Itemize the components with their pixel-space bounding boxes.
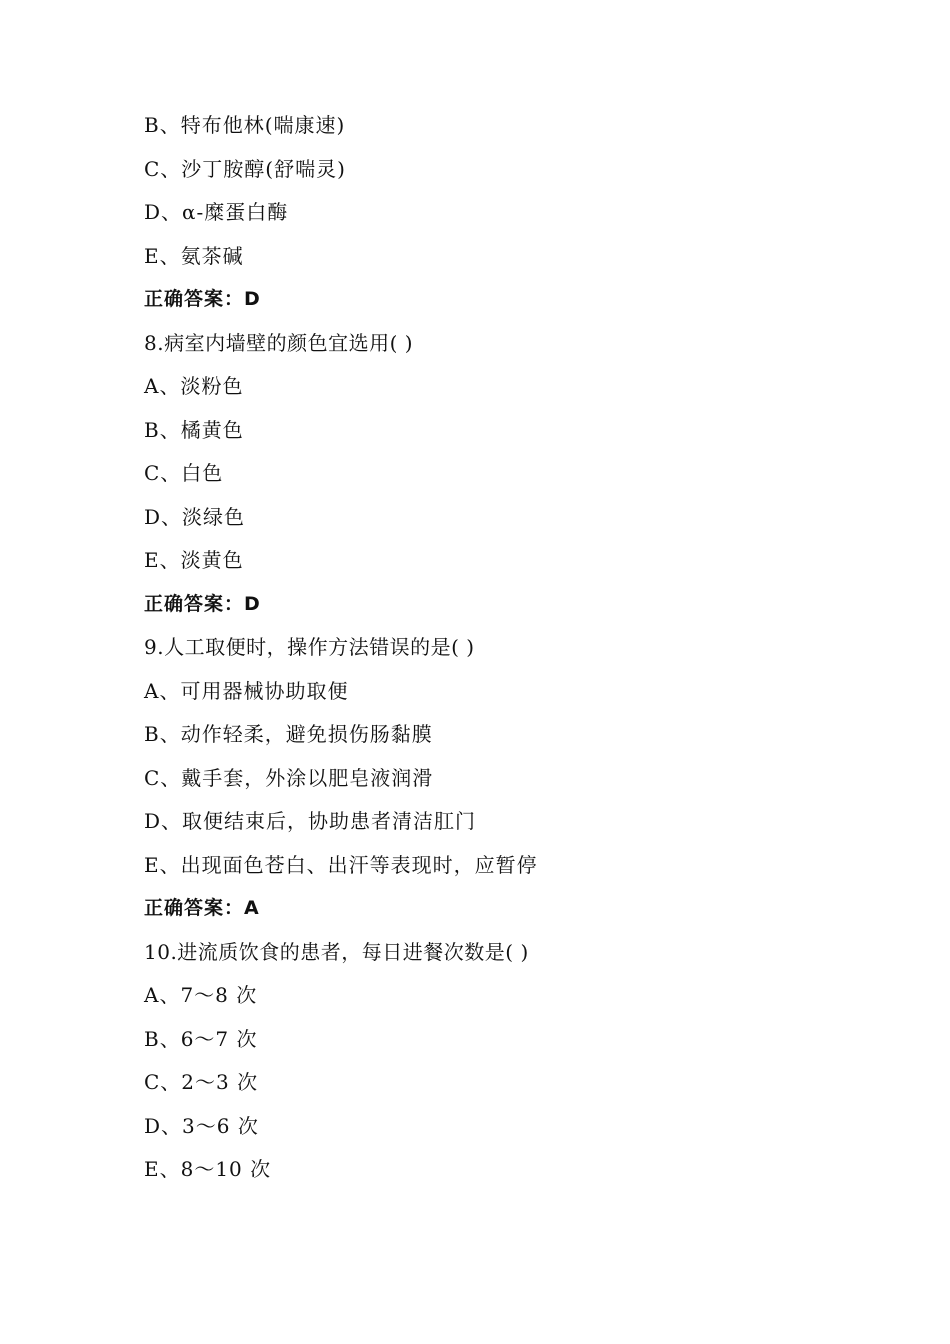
q10-question: 10.进流质饮食的患者，每日进餐次数是( ) bbox=[144, 940, 529, 964]
q9-option-e: E、出现面色苍白、出汗等表现时，应暂停 bbox=[144, 853, 538, 877]
q7-answer: 正确答案：D bbox=[144, 288, 261, 310]
q10-option-e: E、8～10 次 bbox=[144, 1157, 272, 1181]
q7-option-e: E、氨茶碱 bbox=[144, 244, 244, 268]
q7-option-c: C、沙丁胺醇(舒喘灵) bbox=[144, 157, 346, 181]
q10-option-d: D、3～6 次 bbox=[144, 1114, 259, 1138]
q9-question: 9.人工取便时，操作方法错误的是( ) bbox=[144, 635, 475, 659]
q9-answer: 正确答案：A bbox=[144, 897, 260, 919]
q8-option-d: D、淡绿色 bbox=[144, 505, 246, 529]
q8-option-b: B、橘黄色 bbox=[144, 418, 244, 442]
q8-question: 8.病室内墙壁的颜色宜选用( ) bbox=[144, 331, 414, 355]
q9-option-b: B、动作轻柔，避免损伤肠黏膜 bbox=[144, 722, 433, 746]
q8-option-a: A、淡粉色 bbox=[144, 374, 244, 398]
q10-option-a: A、7～8 次 bbox=[144, 983, 258, 1007]
q9-option-d: D、取便结束后，协助患者清洁肛门 bbox=[144, 809, 477, 833]
q10-option-b: B、6～7 次 bbox=[144, 1027, 258, 1051]
q8-answer: 正确答案：D bbox=[144, 593, 261, 615]
q7-option-d: D、α-糜蛋白酶 bbox=[144, 200, 289, 224]
q10-option-c: C、2～3 次 bbox=[144, 1070, 259, 1094]
q8-option-e: E、淡黄色 bbox=[144, 548, 244, 572]
q8-option-c: C、白色 bbox=[144, 461, 224, 485]
q7-option-b: B、特布他林(喘康速) bbox=[144, 113, 346, 137]
q9-option-a: A、可用器械协助取便 bbox=[144, 679, 349, 703]
q9-option-c: C、戴手套，外涂以肥皂液润滑 bbox=[144, 766, 434, 790]
